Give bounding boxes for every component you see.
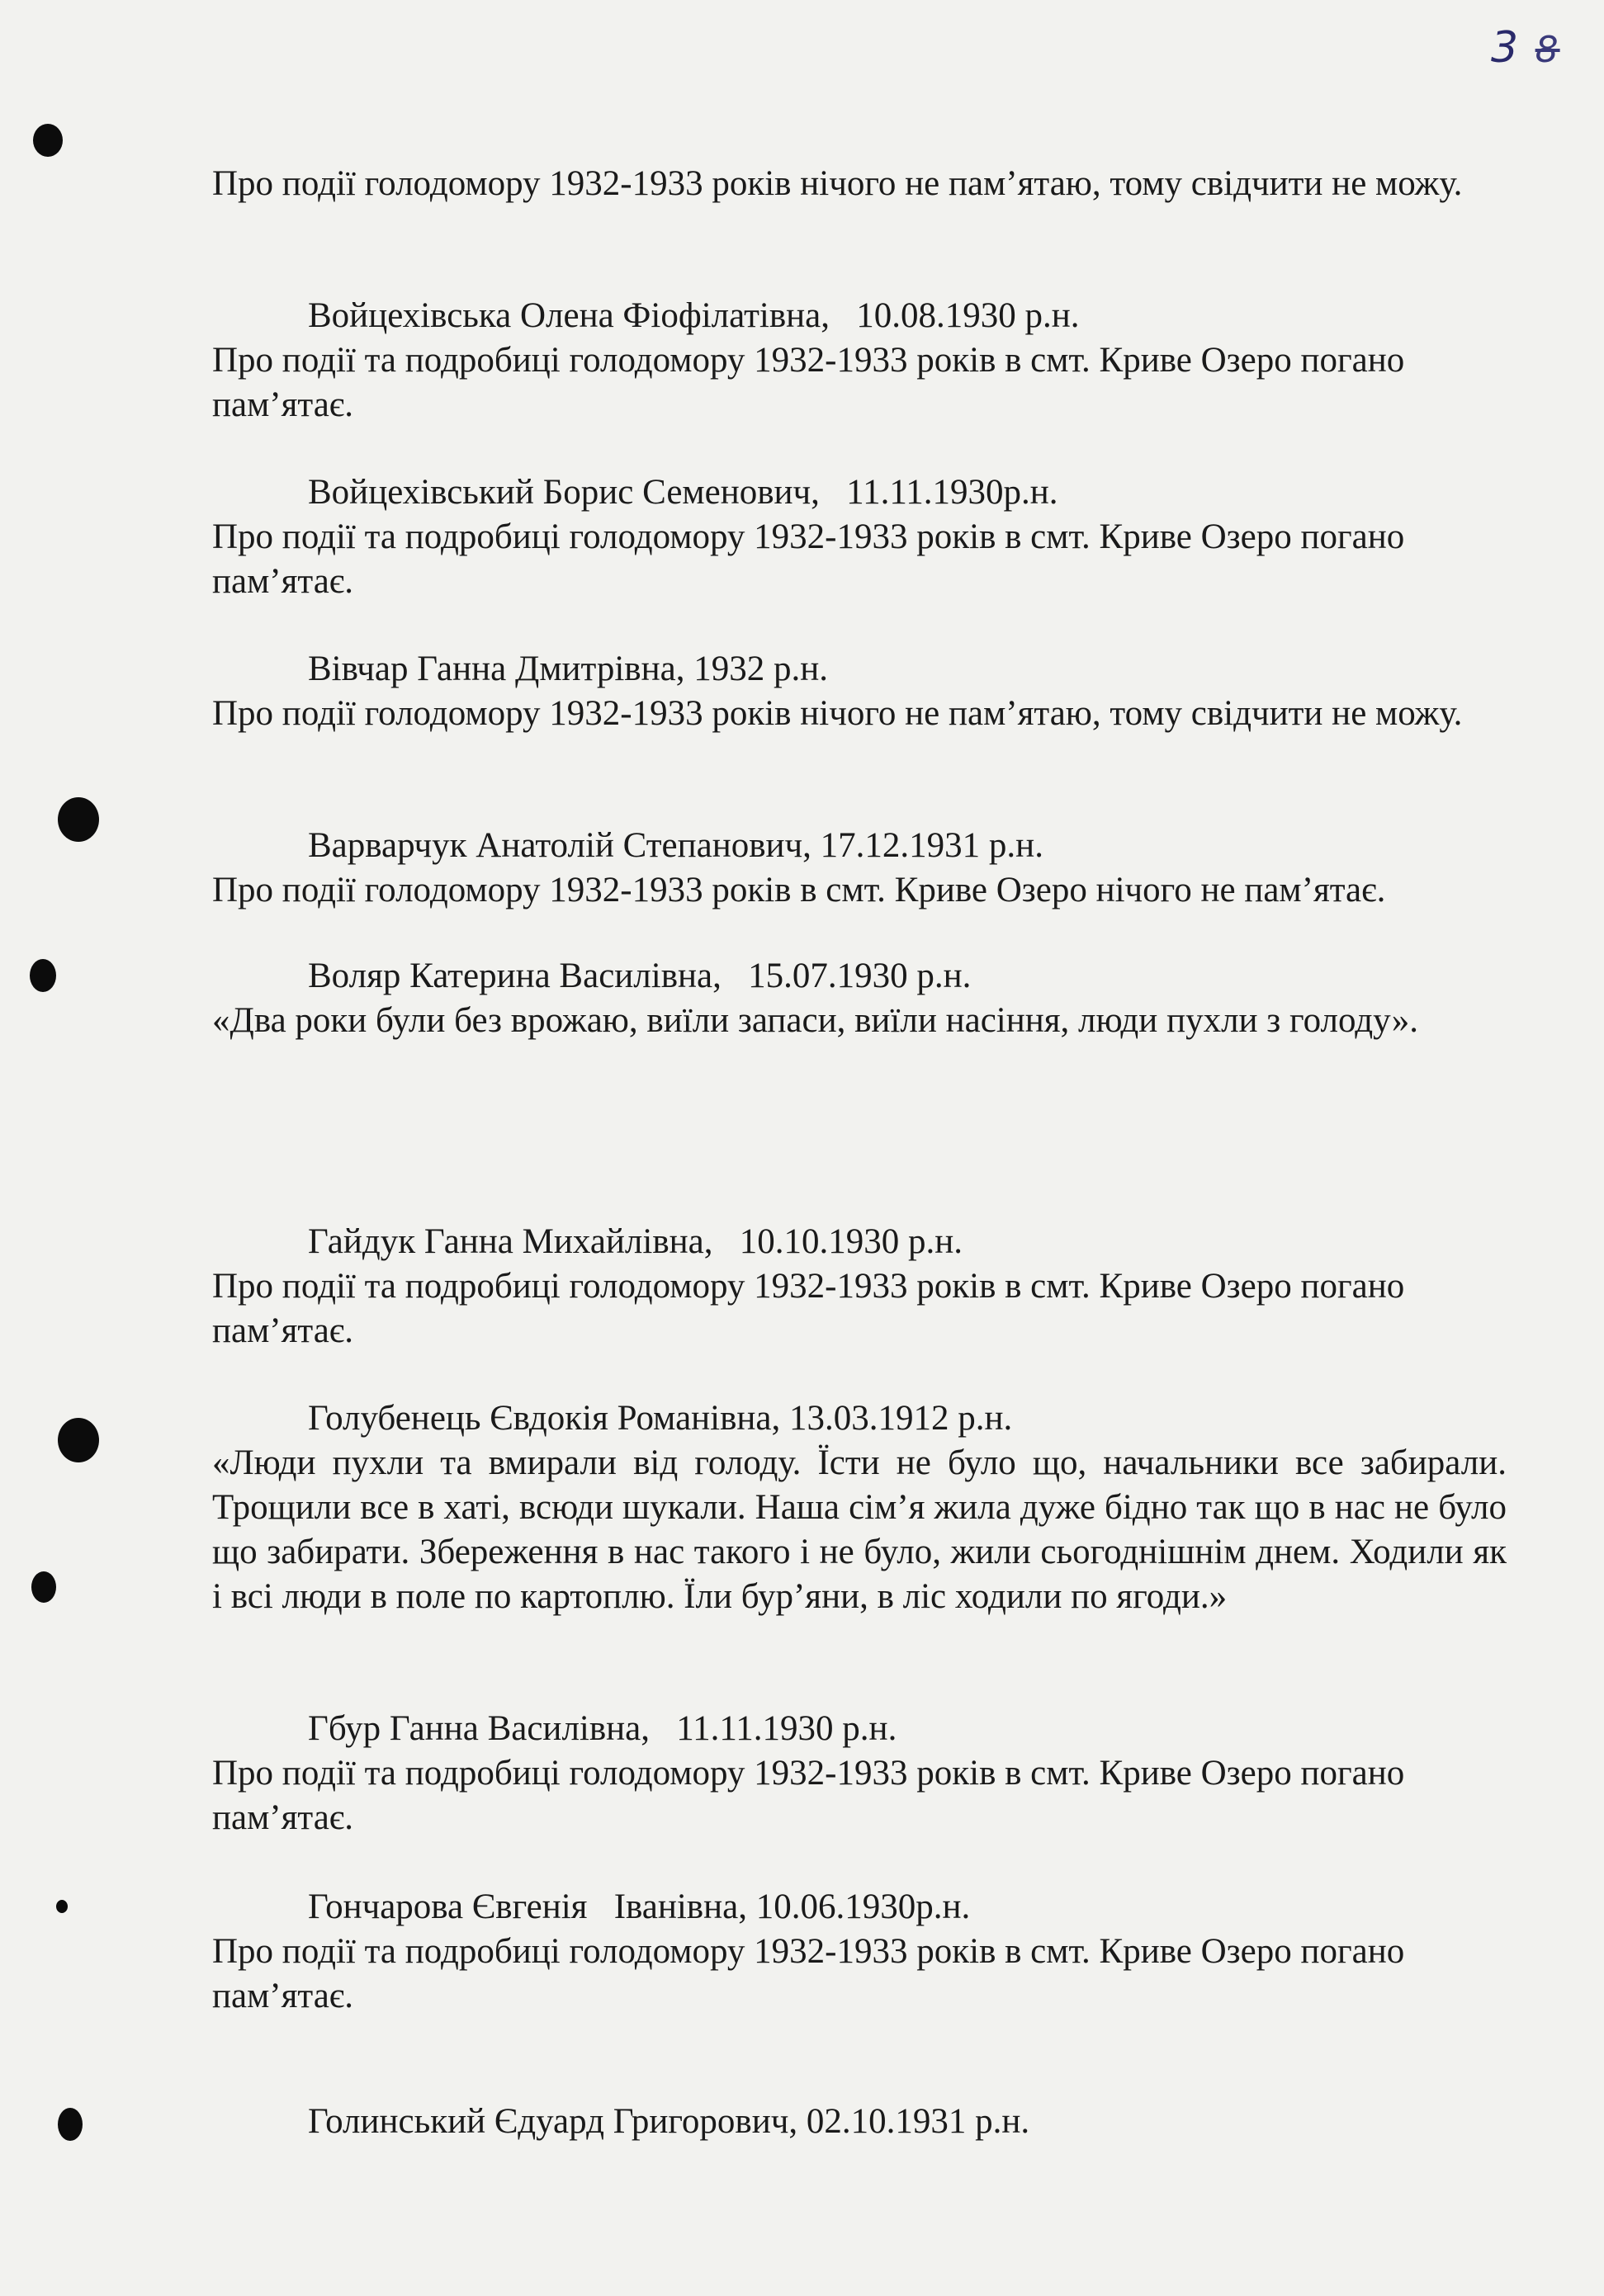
entry bbox=[212, 2100, 1507, 2144]
witness-name: Воляр Катерина Василівна, 15.07.1930 р.н. bbox=[308, 957, 972, 995]
statement: Про події голодомору 1932-1933 років нічого не пам’ятаю, тому свідчити не можу. bbox=[212, 164, 1463, 203]
page-number-struck: 8 bbox=[1535, 29, 1560, 71]
statement: Про події та подробиці голодомору 1932-1933 років в смт. Криве Озеро погано пам’ятає. bbox=[212, 341, 1405, 424]
binding-hole bbox=[33, 124, 63, 157]
page-number-current: 3 bbox=[1491, 23, 1521, 73]
binding-hole bbox=[58, 797, 99, 842]
statement: «Люди пухли та вмирали від голоду. Їсти не було що, начальники все забирали. Трощили все в хаті, всюди шукали. Наша сім’я жила дуже бідно так що в нас не було що забирати. Збереження в нас такого і не було, жили сьогоднішнім днем. Ходили як і всі люди в поле по картоплю. Їли бур’яни, в ліс ходили по ягоди.» bbox=[212, 1443, 1507, 1616]
statement: Про події та подробиці голодомору 1932-1933 років в смт. Криве Озеро погано пам’ятає. bbox=[212, 1754, 1405, 1837]
text-block bbox=[212, 162, 1507, 206]
witness-name: Голубенець Євдокія Романівна, 13.03.1912 р.н. bbox=[308, 1399, 1013, 1438]
witness-name: Голинський Єдуард Григорович, 02.10.1931 р.н. bbox=[308, 2102, 1030, 2141]
entry bbox=[212, 954, 1507, 1043]
statement: Про події та подробиці голодомору 1932-1933 років в смт. Криве Озеро погано пам’ятає. bbox=[212, 1267, 1405, 1350]
entry bbox=[212, 1707, 1507, 1840]
statement: Про події та подробиці голодомору 1932-1933 років в смт. Криве Озеро погано пам’ятає. bbox=[212, 517, 1405, 601]
witness-name: Варварчук Анатолій Степанович, 17.12.1931 р.н. bbox=[308, 826, 1043, 865]
statement: Про події та подробиці голодомору 1932-1933 років в смт. Криве Озеро погано пам’ятає. bbox=[212, 1932, 1405, 2015]
witness-name: Гбур Ганна Василівна, 11.11.1930 р.н. bbox=[308, 1709, 897, 1748]
statement: «Два роки були без врожаю, виїли запаси, виїли насіння, люди пухли з голоду». bbox=[212, 1001, 1418, 1040]
entry bbox=[212, 1220, 1507, 1354]
witness-name: Войцехівський Борис Семенович, 11.11.1930р.н. bbox=[308, 473, 1058, 512]
statement: Про події голодомору 1932-1933 років в смт. Криве Озеро нічого не пам’ятає. bbox=[212, 871, 1386, 909]
entry bbox=[212, 294, 1507, 428]
entry bbox=[212, 470, 1507, 604]
statement: Про події голодомору 1932-1933 років нічого не пам’ятаю, тому свідчити не можу. bbox=[212, 694, 1463, 733]
entry bbox=[212, 1396, 1507, 1619]
page-number bbox=[1491, 23, 1560, 73]
binding-hole bbox=[30, 959, 56, 992]
witness-name: Гончарова Євгенія Іванівна, 10.06.1930р.н. bbox=[308, 1887, 971, 1926]
witness-name: Вівчар Ганна Дмитрівна, 1932 р.н. bbox=[308, 650, 828, 688]
witness-name: Войцехівська Олена Фіофілатівна, 10.08.1930 р.н. bbox=[308, 296, 1080, 335]
entry bbox=[212, 1885, 1507, 2019]
witness-name: Гайдук Ганна Михайлівна, 10.10.1930 р.н. bbox=[308, 1222, 963, 1261]
binding-hole bbox=[31, 1571, 56, 1603]
entry bbox=[212, 647, 1507, 736]
binding-hole bbox=[58, 1418, 99, 1462]
binding-hole bbox=[58, 2108, 83, 2141]
binding-hole bbox=[56, 1900, 68, 1913]
entry bbox=[212, 824, 1507, 913]
